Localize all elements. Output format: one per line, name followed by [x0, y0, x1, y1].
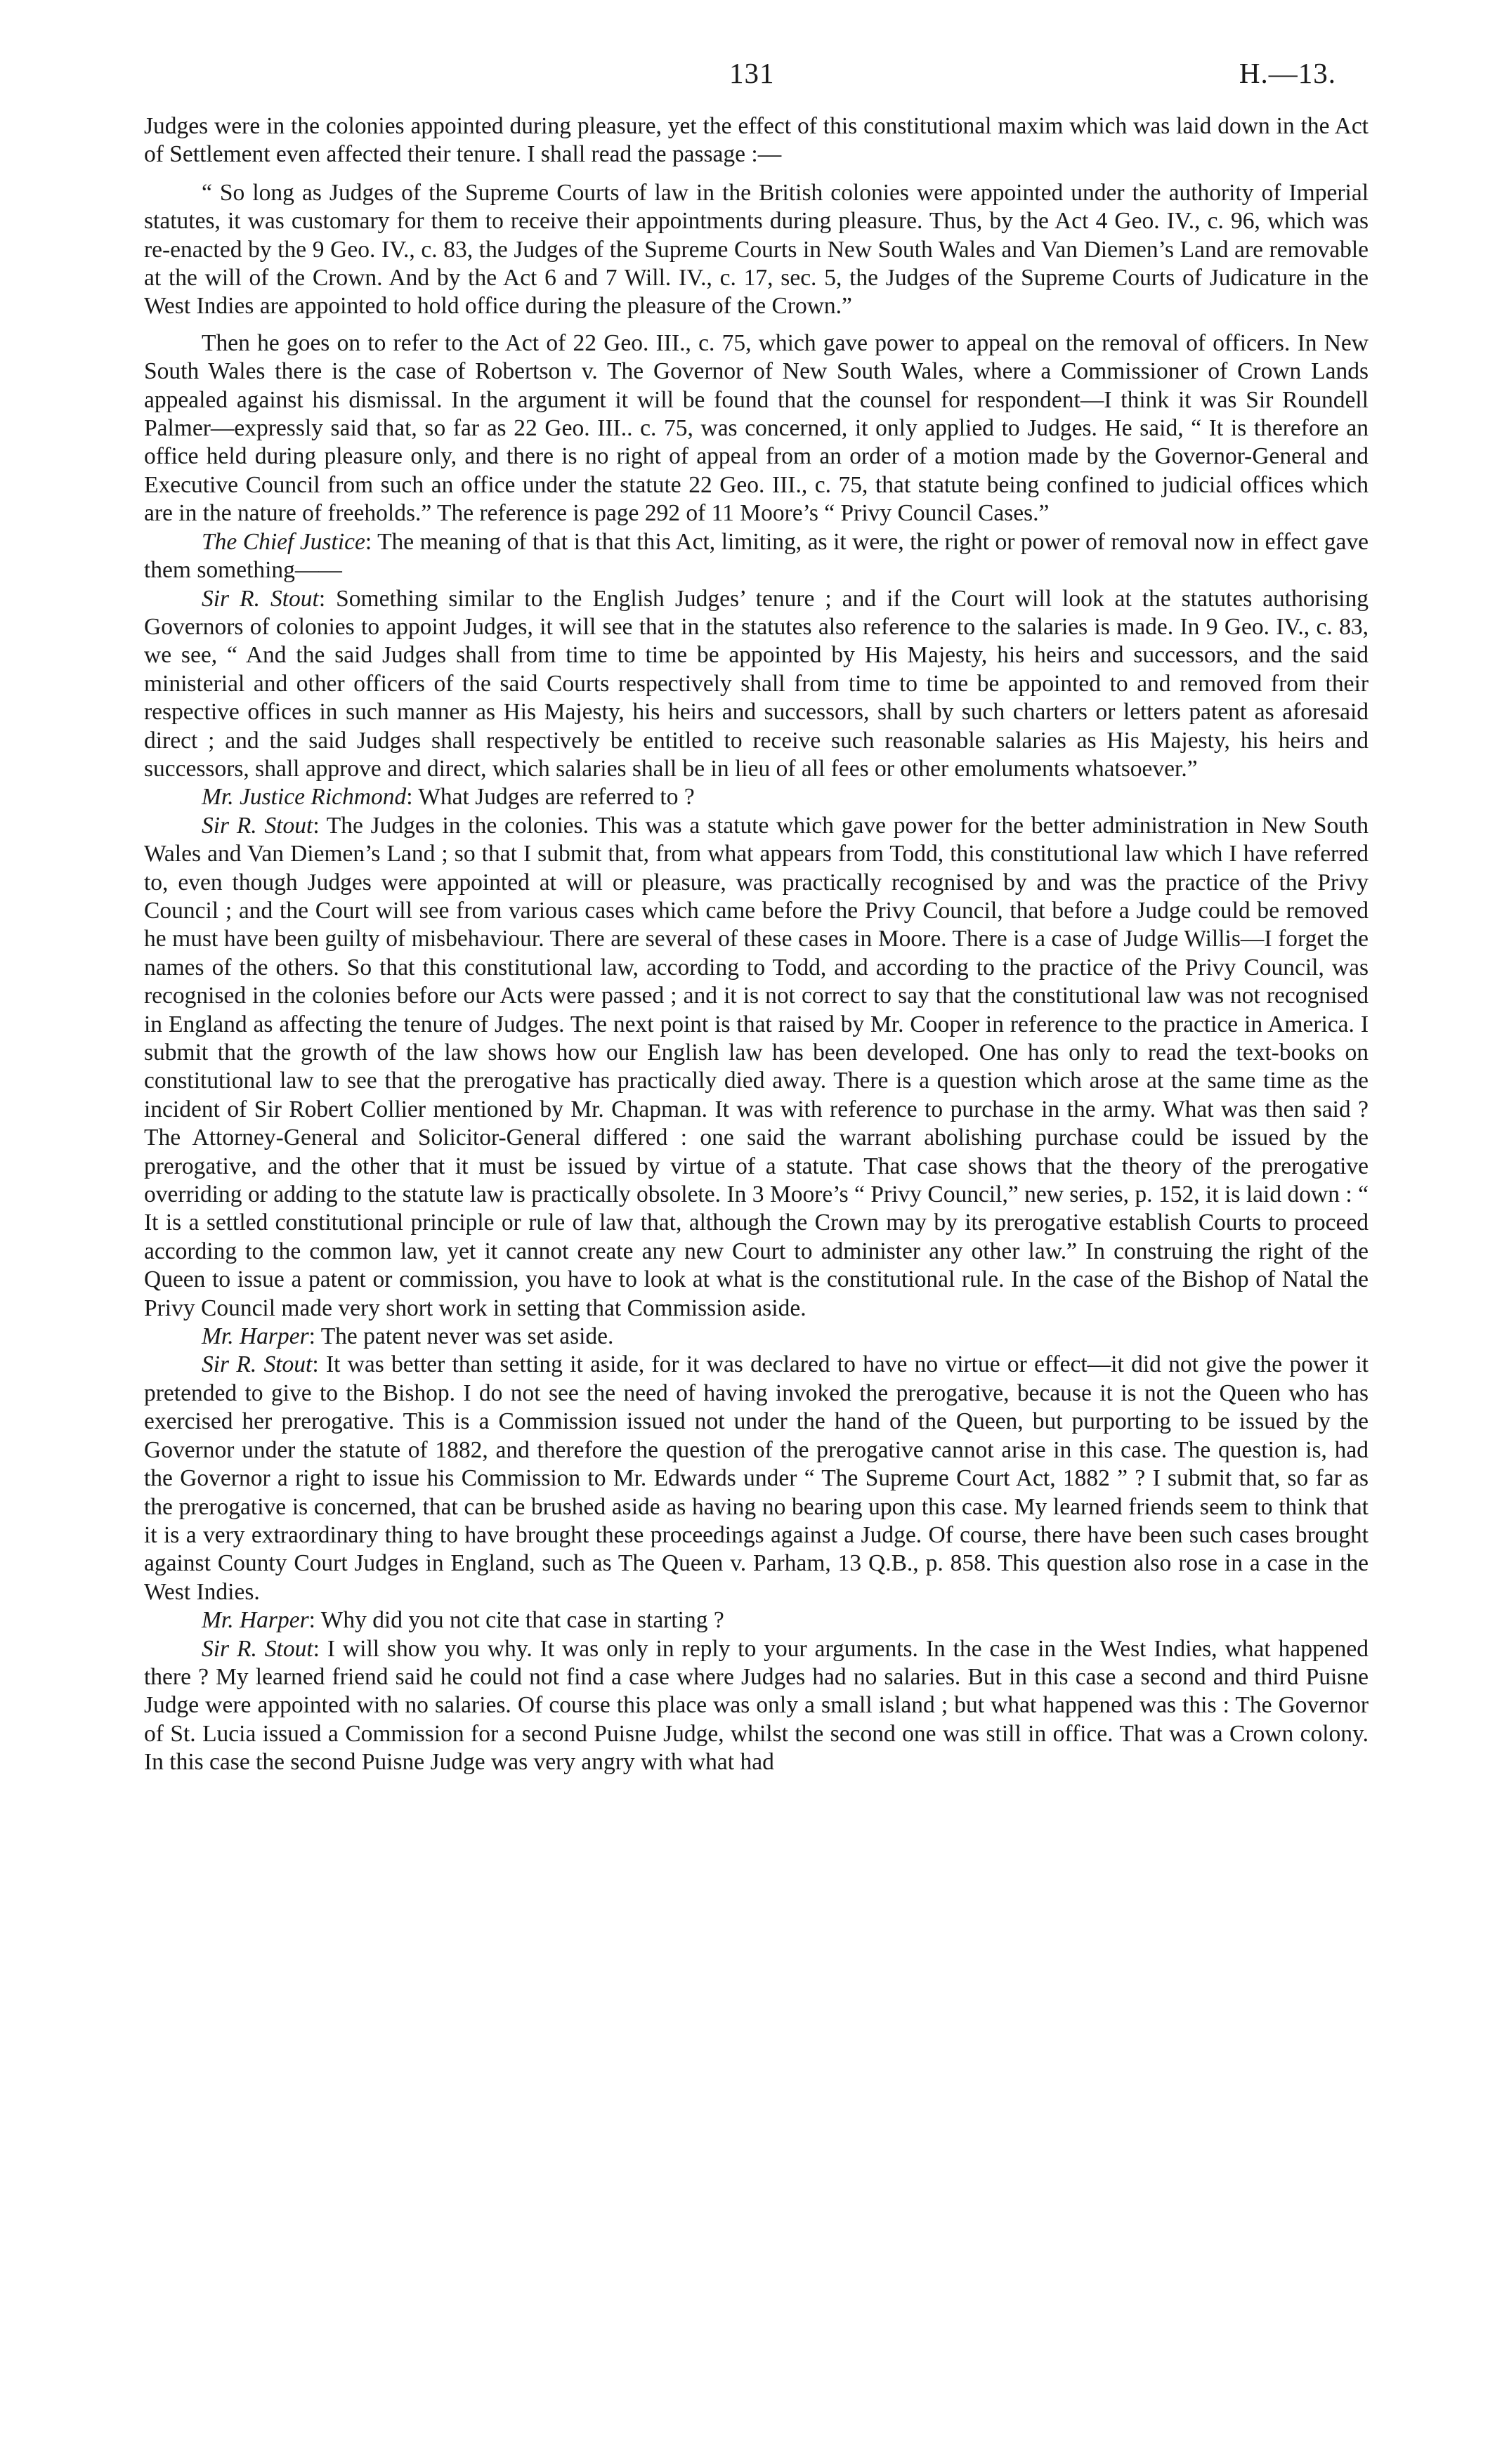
- speaker-name: Sir R. Stout: [202, 1635, 313, 1662]
- paragraph: Then he goes on to refer to the Act of 22 Geo. III., c. 75, which gave power to appeal on the removal of officers. In New South Wales there is the case of Robertson v. The Governor of New South Wales, where a Commissioner of Crown Lands appealed against his dismissal. In the argument it will be found that the counsel for respondent—I think it was Sir Roundell Palmer—expressly said that, so far as 22 Geo. III.. c. 75, was concerned, it only applied to Judges. He said, “ It is therefore an office held during pleasure only, and there is no right of appeal from an order of a motion made by the Governor-General and Executive Council from such an office under the statute 22 Geo. III., c. 75, that statute being confined to judicial offices which are in the nature of freeholds.” The reference is page 292 of 11 Moore’s “ Privy Council Cases.”: [144, 329, 1369, 527]
- speaker-paragraph: Sir R. Stout: I will show you why. It was only in reply to your arguments. In the case in the West Indies, what happened there ? My learned friend said he could not find a case where Judges had no salaries. But in this case a second and third Puisne Judge were appointed with no salaries. Of course this place was only a small island ; but what happened was this : The Governor of St. Lucia issued a Commission for a second Puisne Judge, whilst the second one was still in office. That was a Crown colony. In this case the second Puisne Judge was very angry with what had: [144, 1635, 1369, 1776]
- page-header: [0, 56, 1502, 105]
- quoted-passage: “ So long as Judges of the Supreme Courts of law in the British colonies were appointed under the authority of Imperial statutes, it was customary for them to receive their appointments during pleasure. Thus, by the Act 4 Geo. IV., c. 96, which was re-enacted by the 9 Geo. IV., c. 83, the Judges of the Supreme Courts in New South Wales and Van Diemen’s Land are removable at the will of the Crown. And by the Act 6 and 7 Will. IV., c. 17, sec. 5, the Judges of the Supreme Courts of Judicature in the West Indies are appointed to hold office during the pleasure of the Crown.”: [144, 179, 1369, 320]
- page-number: 131: [729, 57, 775, 89]
- speaker-paragraph: Sir R. Stout: The Judges in the colonies. This was a statute which gave power for the better administration in New South Wales and Van Diemen’s Land ; so that I submit that, from what appears from Todd, this constitutional law which I have referred to, even though Judges were appointed at will or pleasure, was practically recognised by and was the practice of the Privy Council ; and the Court will see from various cases which came before the Privy Council, that before a Judge could be removed he must have been guilty of misbehaviour. There are several of these cases in Moore. There is a case of Judge Willis—I forget the names of the others. So that this constitutional law, according to Todd, and according to the practice of the Privy Council, was recognised in the colonies before our Acts were passed ; and it is not correct to say that the constitutional law was not recognised in England as affecting the tenure of Judges. The next point is that raised by Mr. Cooper in reference to the practice in America. I submit that the growth of the law shows how our English law has been developed. One has only to read the text-books on constitutional law to see that the prerogative has practically died away. There is a question which arose at the same time as the incident of Sir Robert Collier mentioned by Mr. Chapman. It was with reference to purchase in the army. What was then said ? The Attorney-General and Solicitor-General differed : one said the warrant abolishing purchase could be issued by the prerogative, and the other that it must be issued by virtue of a statute. That case shows that the theory of the prerogative overriding or adding to the statute law is practically obsolete. In 3 Moore’s “ Privy Council,” new series, p. 152, it is laid down : “ It is a settled constitutional principle or rule of law that, although the Crown may by its prerogative establish Courts to proceed according to the common law, yet it cannot create any new Court to administer any other law.” In construing the right of the Queen to issue a patent or commission, you have to look at what is the constitutional rule. In the case of the Bishop of Natal the Privy Council made very short work in setting that Commission aside.: [144, 812, 1369, 1321]
- speaker-paragraph: Mr. Harper: The patent never was set aside.: [202, 1323, 614, 1350]
- speaker-paragraph: Mr. Justice Richmond: What Judges are referred to ?: [202, 784, 695, 811]
- speaker-name: Sir R. Stout: [202, 585, 319, 612]
- speaker-name: Sir R. Stout: [202, 1351, 313, 1378]
- speaker-paragraph: Mr. Harper: Why did you not cite that case in starting ?: [202, 1607, 724, 1634]
- speaker-name: Mr. Harper: [202, 1607, 309, 1634]
- paragraph-continuation: Judges were in the colonies appointed during pleasure, yet the effect of this constitutional maxim which was laid down in the Act of Settlement even affected their tenure. I shall read the passage :—: [144, 113, 1369, 168]
- speaker-paragraph: Sir R. Stout: Something similar to the English Judges’ tenure ; and if the Court will look at the statutes authorising Governors of colonies to appoint Judges, it will see that in the statutes also reference to the salaries is made. In 9 Geo. IV., c. 83, we see, “ And the said Judges shall from time to time be appointed by His Majesty, his heirs and successors, and the said ministerial and other officers of the said Courts respectively shall from time to time be appointed to and removed from their respective offices in such manner as His Majesty, his heirs and successors, shall by such charters or letters patent as aforesaid direct ; and the said Judges shall respectively be entitled to receive such reasonable salaries as His Majesty, his heirs and successors, shall approve and direct, which salaries shall be in lieu of all fees or other emoluments whatsoever.”: [144, 585, 1369, 782]
- speaker-paragraph: The Chief Justice: The meaning of that is that this Act, limiting, as it were, the right or power of removal now in effect gave them something——: [144, 528, 1369, 584]
- speaker-name: The Chief Justice: [202, 528, 365, 555]
- speaker-name: Mr. Harper: [202, 1323, 309, 1350]
- speaker-name: Sir R. Stout: [202, 812, 313, 839]
- speaker-paragraph: Sir R. Stout: It was better than setting it aside, for it was declared to have no virtue or effect—it did not give the power it pretended to give to the Bishop. I do not see the need of having invoked the prerogative, because it is not the Queen who has exercised her prerogative. This is a Commission issued not under the hand of the Queen, but purporting to be issued by the Governor under the statute of 1882, and therefore the question of the prerogative cannot arise in this case. The question is, had the Governor a right to issue his Commission to Mr. Edwards under “ The Supreme Court Act, 1882 ” ? I submit that, so far as the prerogative is concerned, that can be brushed aside as having no bearing upon this case. My learned friends seem to think that it is a very extraordinary thing to have brought these proceedings against a Judge. Of course, there have been such cases brought against County Court Judges in England, such as The Queen v. Parham, 13 Q.B., p. 858. This question also rose in a case in the West Indies.: [144, 1351, 1369, 1605]
- document-reference: H.—13.: [1239, 57, 1336, 89]
- speaker-name: Mr. Justice Richmond: [202, 784, 407, 811]
- body-text: [144, 112, 1369, 1777]
